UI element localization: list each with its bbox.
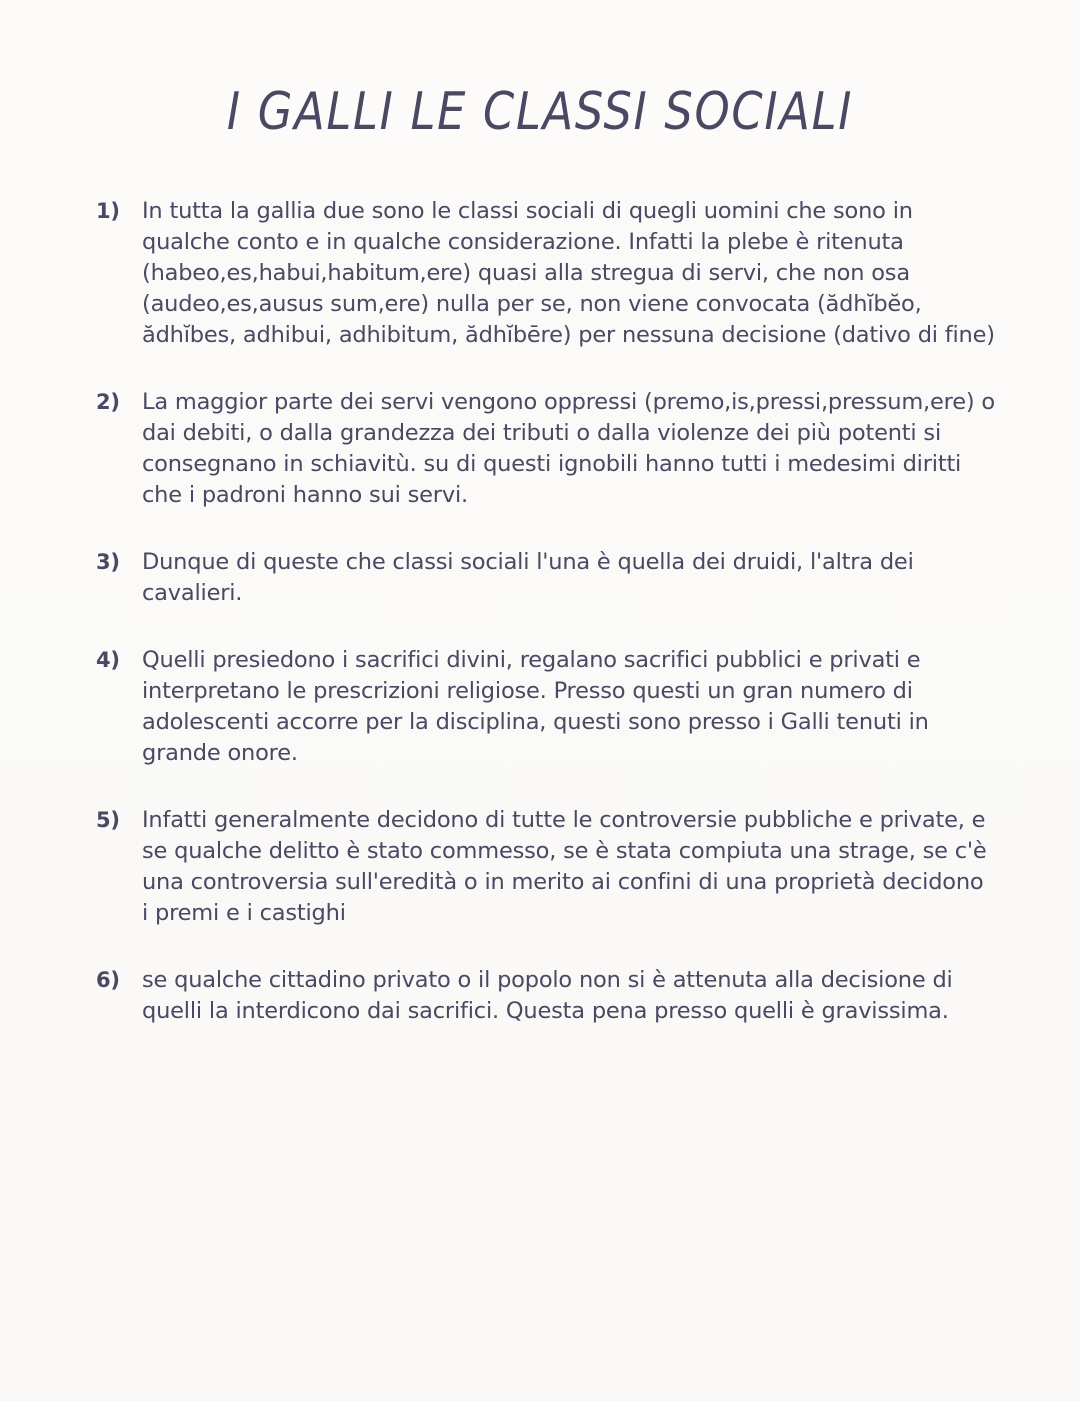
list-item-4 [96,645,996,769]
item-text: In tutta la gallia due sono le classi sociali di quegli uomini che sono in qualche conto e in qualche considerazione. Infatti la plebe è ritenuta (habeo,es,habui,habitum,ere) quasi alla stregua di servi, che non osa (audeo,es,ausus sum,ere) nulla per se, non viene convocata (ădhĭbĕo, ădhĭbes, adhibui, adhibitum, ădhĭbēre) per nessuna decisione (dativo di fine) [142,198,995,348]
item-number: 2) [96,390,120,414]
item-number: 3) [96,550,120,574]
item-text: se qualche cittadino privato o il popolo non si è attenuta alla decisione di quelli la interdicono dai sacrifici. Questa pena presso quelli è gravissima. [142,967,953,1024]
item-number: 1) [96,199,120,223]
list-item-2 [96,387,996,511]
page-title: I GALLI LE CLASSI SOCIALI [226,82,854,142]
list-item-6 [96,965,996,1027]
numbered-list [96,196,996,1027]
list-item-5 [96,805,996,929]
item-text: Quelli presiedono i sacrifici divini, regalano sacrifici pubblici e privati e interpretano le prescrizioni religiose. Presso questi un gran numero di adolescenti accorre per la disciplina, questi sono presso i Galli tenuti in grande onore. [142,647,929,766]
item-text: Dunque di queste che classi sociali l'una è quella dei druidi, l'altra dei cavalieri. [142,549,914,606]
item-text: Infatti generalmente decidono di tutte le controversie pubbliche e private, e se qualche delitto è stato commesso, se è stata compiuta una strage, se c'è una controversia sull'eredità o in merito ai confini di una proprietà decidono i premi e i castighi [142,807,987,926]
list-item-3 [96,547,996,609]
list-item-1 [96,196,996,351]
item-number: 4) [96,648,120,672]
item-text: La maggior parte dei servi vengono oppressi (premo,is,pressi,pressum,ere) o dai debiti, o dalla grandezza dei tributi o dalla violenze dei più potenti si consegnano in schiavitù. su di questi ignobili hanno tutti i medesimi diritti che i padroni hanno sui servi. [142,389,995,508]
item-number: 6) [96,968,120,992]
item-number: 5) [96,808,120,832]
